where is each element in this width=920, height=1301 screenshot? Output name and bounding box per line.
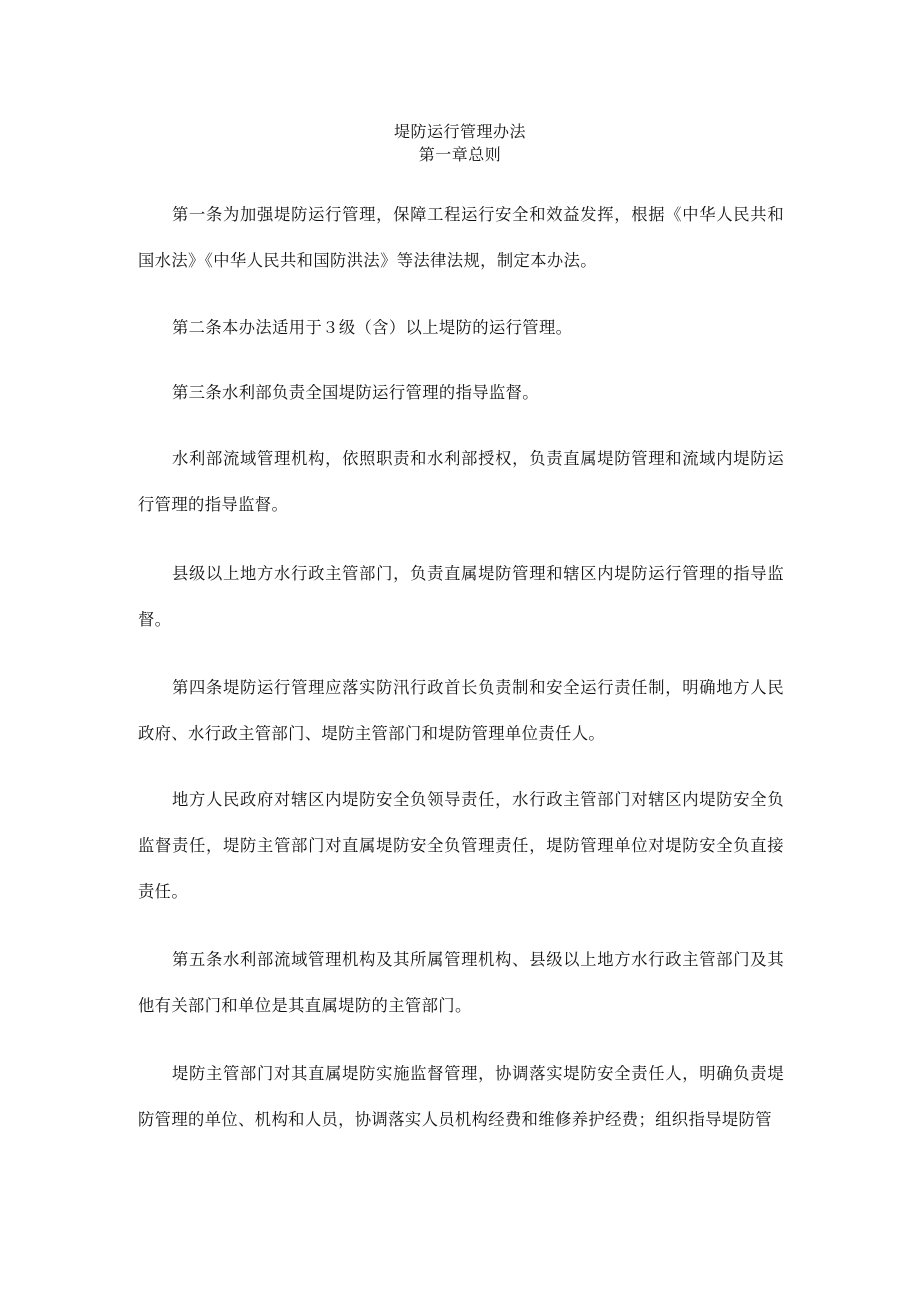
paragraph: 县级以上地方水行政主管部门，负责直属堤防管理和辖区内堤防运行管理的指导监督。 <box>138 564 784 629</box>
paragraph: 第三条水利部负责全国堤防运行管理的指导监督。 <box>172 383 539 402</box>
paragraph: 第一条为加强堤防运行管理，保障工程运行安全和效益发挥，根据《中华人民共和国水法》《中华人民共和国防洪法》等法律法规，制定本办法。 <box>138 205 784 270</box>
paragraph: 地方人民政府对辖区内堤防安全负领导责任，水行政主管部门对辖区内堤防安全负监督责任，堤防主管部门对直属堤防安全负管理责任，堤防管理单位对堤防安全负直接责任。 <box>138 790 784 901</box>
document-title: 堤防运行管理办法 <box>393 122 526 141</box>
chapter-heading: 第一章总则 <box>418 145 502 164</box>
paragraph: 堤防主管部门对其直属堤防实施监督管理，协调落实堤防安全责任人，明确负责堤防管理的单位、机构和人员，协调落实人员机构经费和维修养护经费；组织指导堤防管 <box>138 1064 784 1129</box>
paragraph: 第五条水利部流域管理机构及其所属管理机构、县级以上地方水行政主管部门及其他有关部门和单位是其直属堤防的主管部门。 <box>138 950 784 1015</box>
paragraph: 第四条堤防运行管理应落实防汛行政首长负责制和安全运行责任制，明确地方人民政府、水行政主管部门、堤防主管部门和堤防管理单位责任人。 <box>138 678 784 743</box>
paragraph: 水利部流域管理机构，依照职责和水利部授权，负责直属堤防管理和流域内堤防运行管理的指导监督。 <box>138 449 784 514</box>
paragraph: 第二条本办法适用于３级（含）以上堤防的运行管理。 <box>172 318 573 337</box>
